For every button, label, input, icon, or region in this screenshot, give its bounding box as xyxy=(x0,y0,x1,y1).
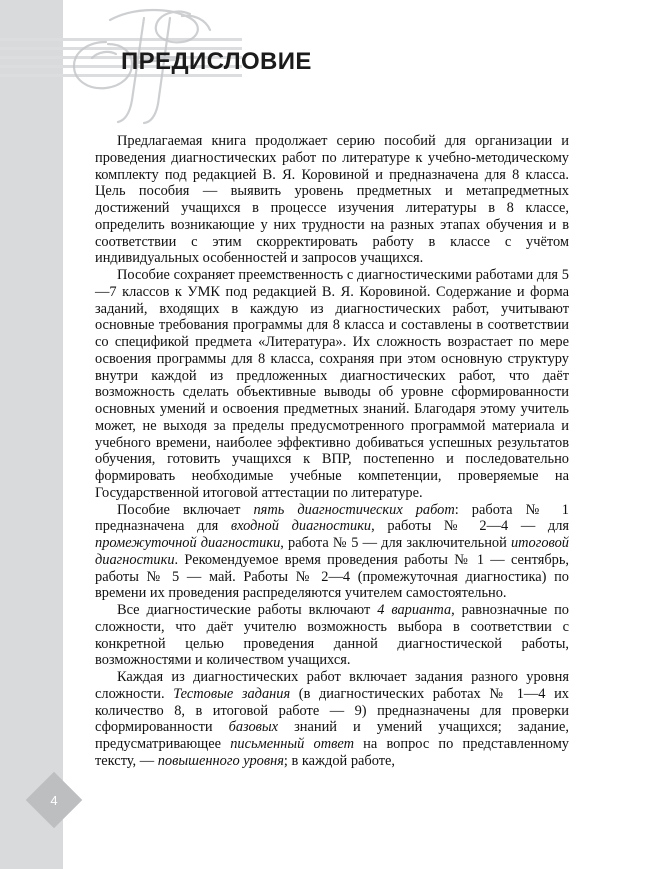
paragraph-text: . Рекомендуемое время проведения работы № 1 — сентябрь, работы № 5 — май. Работы № 2—4 (промежуточная диагностика) по времени их проведения распределяются учителем самостоятельно. xyxy=(95,551,569,602)
body-text-column xyxy=(95,133,569,770)
paragraph xyxy=(95,133,569,267)
paragraph-text: , работы № 2—4 — для xyxy=(371,518,569,535)
paragraph-text: Пособие сохраняет преемственность с диагностическими работами для 5—7 классов к УМК под редакцией В. Я. Коровиной. Содержание и форма заданий, входящих в каждую из диагностических работ, учитывают основные требования программы для 8 класса и составлены в соответствии со спецификой предмета «Литература». Их сложность возрастает по мере освоения программы для 8 класса, сохраняя при этом основную структуру внутри каждой из предложенных диагностических работ, что даёт возможность сделать объективные выводы об уровне сформированности основных умений и освоения предметных знаний. Благодаря этому учитель может, не выходя за пределы предусмотренного программой материала и учебного времени, наиболее эффективно добиваться успешных результатов обучения, готовить учащихся к ВПР, постепенно и последовательно формировать необходимые учебные компетенции, проверяемые на Государственной итоговой аттестации по литературе. xyxy=(95,267,569,501)
emphasized-text: повышенного уровня xyxy=(157,752,284,769)
emphasized-text: промежуточной диагностики xyxy=(95,535,281,551)
emphasized-text: входной диагностики xyxy=(230,518,372,535)
paragraph xyxy=(95,502,569,603)
emphasized-text: письменный ответ xyxy=(230,736,354,752)
paragraph-text: ; в каждой работе, xyxy=(283,752,396,769)
paragraph xyxy=(95,669,569,770)
paragraph-text: Пособие включает xyxy=(117,501,254,518)
page-title: ПРЕДИСЛОВИЕ xyxy=(121,48,312,75)
page-number: 4 xyxy=(50,792,58,808)
paragraph-text: , работа № 5 — для заключительной xyxy=(280,535,511,551)
paragraph-text: , равнозначные по сложности, что даёт учителю возможность выбора в соответствии с конкретной целью проведения данной диагностической работы, возможностями и количеством учащихся. xyxy=(95,602,569,669)
paragraph-text: Каждая из диагностических работ включает задания разного уровня сложности. xyxy=(95,669,569,702)
emphasized-text: Тестовые задания xyxy=(173,685,291,702)
left-margin-band xyxy=(0,0,63,869)
paragraph-text: : работа № 1 предназначена для xyxy=(95,501,569,535)
emphasized-text: 4 варианта xyxy=(377,602,452,618)
paragraph-text: Предлагаемая книга продолжает серию пособий для организации и проведения диагностических работ по литературе к учебно-методическому комплекту под редакцией В. Я. Коровиной и предназначена для 8 класса. Цель пособия — выявить уровень предметных и метапредметных достижений учащихся в процессе изучения литературы в 8 классе, определить возникающие у них трудности на разных этапах обучения и в соответствии с этим скорректировать работу в классе с учётом индивидуальных особенностей и запросов учащихся. xyxy=(95,133,569,267)
emphasized-text: базовых xyxy=(228,719,279,736)
emphasized-text: итоговой диагностики xyxy=(95,535,569,568)
paragraph-text: на вопрос по представленному тексту, — xyxy=(95,736,569,769)
emphasized-text: пять диагностических работ xyxy=(253,501,455,518)
chapter-header xyxy=(0,0,650,120)
paragraph-text: (в диагностических работах № 1—4 их количество 8, в итоговой работе — 9) предназначены для проверки сформированности xyxy=(95,685,569,736)
paragraph xyxy=(95,267,569,502)
paragraph-text: Все диагностические работы включают xyxy=(117,602,378,618)
paragraph xyxy=(95,602,569,669)
paragraph-text: знаний и умений учащихся; задание, предусматривающее xyxy=(95,719,569,752)
